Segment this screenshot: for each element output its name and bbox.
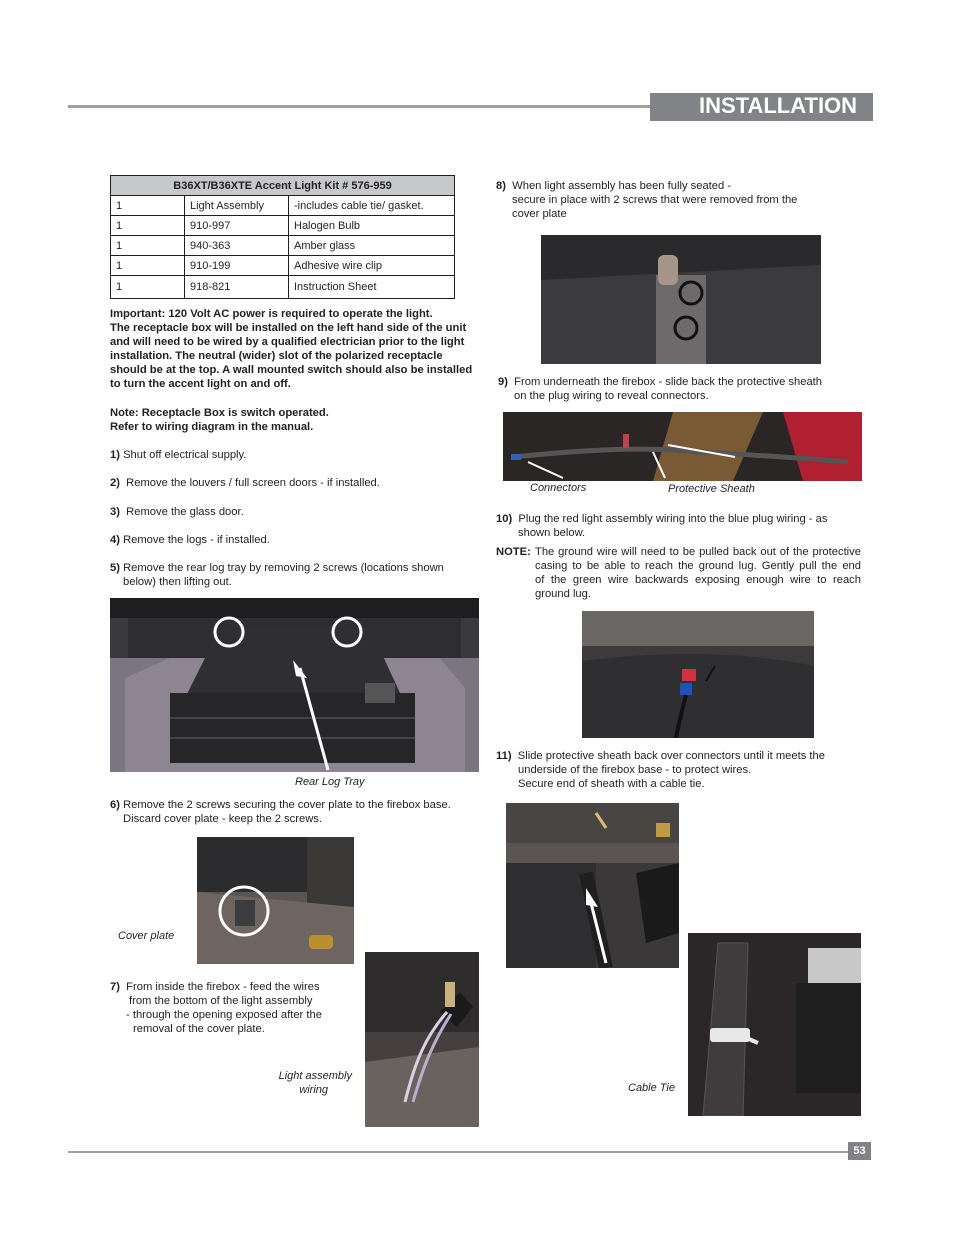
caption-protective-sheath: Protective Sheath [668,483,755,495]
step-6: 6) Remove the 2 screws securing the cover plate to the firebox base. Discard cover plate - keep the 2 screws. [110,799,451,825]
table-row: 1 910-997 Halogen Bulb [111,216,455,236]
caption-connectors: Connectors [530,482,587,494]
caption-rear-log-tray: Rear Log Tray [295,776,365,788]
caption-cover-plate: Cover plate [118,930,175,942]
important-notice: Important: 120 Volt AC power is required to operate the light. The receptacle box will be installed on the left hand side of the unit and will need to be wired by a qualified electrician prior to the light installation. The neutral (wider) slot of the polarized receptacle should be at the top. A wall mounted switch should also be installed to turn the accent light on and off. [110,308,473,390]
step-4: 4) Remove the logs - if installed. [110,534,270,546]
page-number: 53 [848,1142,871,1160]
table-row: 1 918-821 Instruction Sheet [111,276,455,299]
step-7: 7) From inside the firebox - feed the wires from the bottom of the light assembly - through the opening exposed after the removal of the cover plate. [110,981,322,1035]
step-5: 5) Remove the rear log tray by removing 2 screws (locations shown below) then lifting out. [110,562,444,588]
cover-plate-photo [197,837,354,964]
step-10: 10) Plug the red light assembly wiring into the blue plug wiring - as shown below. [496,513,828,539]
kit-parts-table [110,175,455,299]
receptacle-note: Note: Receptacle Box is switch operated. Refer to wiring diagram in the manual. [110,407,329,433]
step-1: 1) Shut off electrical supply. [110,449,247,461]
light-assembly-screws-photo [541,235,821,364]
step-2: 2) Remove the louvers / full screen doors - if installed. [110,477,380,489]
step-3: 3) Remove the glass door. [110,506,244,518]
caption-light-wiring: Light assembly wiring [278,1070,352,1096]
step-11: 11) Slide protective sheath back over connectors until it meets the underside of the firebox base - to protect wires. Secure end of sheath with a cable tie. [496,750,825,790]
header-rule [68,105,650,108]
step-9: 9) From underneath the firebox - slide back the protective sheath on the plug wiring to reveal connectors. [498,376,822,402]
plugged-connector-photo [582,611,814,738]
cable-tie-photo [688,933,861,1116]
rear-log-tray-photo [110,598,479,772]
footer-rule [68,1151,850,1153]
table-row: 1 Light Assembly -includes cable tie/ gasket. [111,196,455,216]
page-title: INSTALLATION [650,93,873,121]
sheath-over-connectors-photo [506,803,679,968]
light-assembly-wiring-photo [365,952,479,1127]
table-row: 1 910-199 Adhesive wire clip [111,256,455,276]
ground-wire-note: NOTE: The ground wire will need to be pulled back out of the protective casing to be able to reach the ground lug. Gently pull the end of the green wire backwards exposing enough wire to reach ground lug. [496,546,861,600]
caption-cable-tie: Cable Tie [628,1082,675,1094]
step-8: 8) When light assembly has been fully seated - secure in place with 2 screws that were removed from the cover plate [496,180,798,220]
table-row: 1 940-363 Amber glass [111,236,455,256]
connectors-sheath-photo [503,412,862,481]
kit-table-title: B36XT/B36XTE Accent Light Kit # 576-959 [111,176,455,196]
